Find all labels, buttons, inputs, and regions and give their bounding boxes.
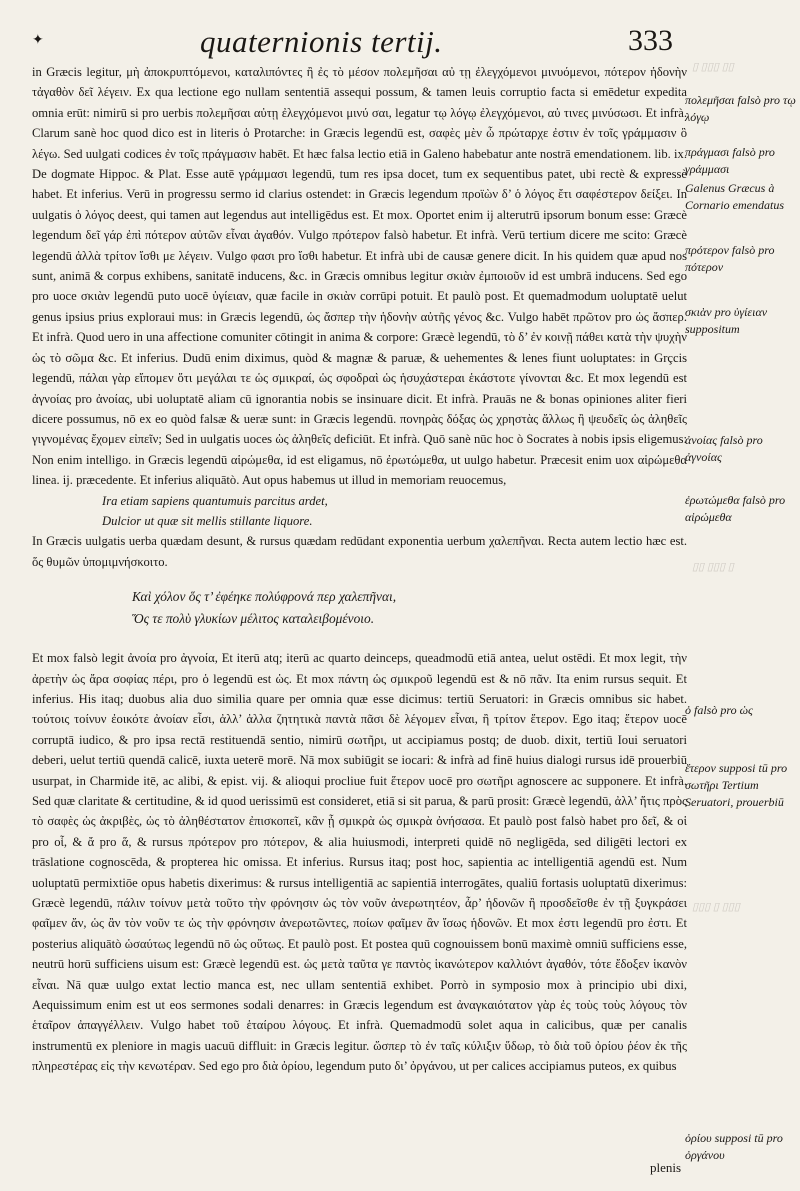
paragraph-3: Et mox falsò legit ἀνοία pro ἀγνοία, Et iterū atq; iterū ac quarto deinceps, queadmodū etiā antea, uelut ostēdi. Et mox legit, τὴν ἀρετὴν ὡς ἄρα σοφίας πέρι, pro ὁ legendū est ὡς. Et mox πάντη ὡς σμικροῦ legendū est & nō πᾶν. Ita enim rursus sequit. Et inferius. His itaq; duobus alia duo similia quare per omnia quæ esse dicimus: tertiū Seruatori: in Græcis omnibus sic habet. τούτοις τοίνυν ἐοικότε ἀνοίαν εἶσι, ἀλλ’ ἀλλα ζητητικὰ παντὰ πᾶσι δὲ λέγομεν εἶναι, ἢ τρίτον ἕτερον. Ego itaq; ἕτερον uocē corruptā iudico, & pro ipsa rectā restituendā sentio, nimirū σωτῆρι, ut accipiamus postq; de duob. dixit, tertiū Ioui seruatori deberi, uelut tertiū quendā calicē, iuxta ueterē morē. Nā mox subiūgit se iocari: & infrà ad finē huius dialogi rursus idē prouerbiū usurpat, in Charmide itē, ac alibi, & epist. vij. & alioqui procliue fuit ἕτερον uocē pro σωτῆρι agnoscere ac supponere. Et infrà. Sed quæ claritate & certitudine, & id quod uerissimū est consideret, etiā si sit parua, & parū prosit: Græcè legendū, ἀλλ’ ἥτις πρὸς τὸ σαφὲς ὡς ἀκριβὲς, ὡς τὸ ἀληθέστατον ἐπισκοπεῖ, κἂν ᾖ σμικρὰ ὡς σμικρὰ ὀνήσασα. Et paulò post falsò habet pro δεῖ, & οἱ pro οἷ, & ἄ pro ἅ, & rursus πρότερον pro πότερον, & alia huiusmodi, interpreti quidē nō negligēda, sed diligēti lectori ex trāslatione cognoscēda, & propterea hic omissa. Et inferius. Rursus itaq; post hoc, sapientia ac intelligentiā agendū est. Num uoluptatū permixtiōe opus habetis dixerimus: & rursus intelligentiā ac sapientiā interrogātes, qualiū fortasis uoluptatū dixerimus: Græcè legendū, πάλιν τοίνυν μετὰ τοῦτο τὴν φρόνησιν ὡς τὸν νοῦν ἀνερωτητέον, ἆρ’ ἡδονῶν ἢ προσδεῖσθε ἐν τῇ ξυγκράσει φαῖμεν ἄν, ὡς ἂν τὸν νοῦν τε ὡς τὴν φρόνησιν ἀνερωτῶντες, ποίων φαῖμεν ἂν ἴσως ἡδονῶν. Et mox ἐστι legendū pro ἐστι. Et posterius aliquātò ὡσαύτως legendū nō ὡς οὕτως. Et paulò post. Et postea quū cognouissem bonū maximè omniū sufficiens esse, neutrū horū sufficiens uisum est: Græcè legendū est. ὡς μετὰ ταῦτα γε παντὸς ἱκανώτερον καλλιόντ ἀγαθόν, τότε ἔδοξεν ἱκανὸν εἶναι. Nā quæ uulgo extat lectio manca est, nec ullam sententiā exhibet. Porrò in symposio mox à principio ubi dixi, Aequissimum enim est ut eos sermones sodali denarres: in Græcis legendum est ἀναγκαιότατον γὰρ ἐς τοὺς τοὺς λόγους τὸν ἑταῖρον ἀπαγγέλλειν. Vulgo habet τοῦ ἑταίρου λόγους. Et infrà. Quemadmodū solet aqua in calicibus, quæ per canalis instrumentū ex pleniore in magis uacuū diffluit: in Græcis legitur. ὥσπερ τὸ ἐν ταῖς κύλιξιν ὕδωρ, τὸ διὰ τοῦ ὀρίου ῥέον ἐκ τῆς πληρεστέρας εἰς τὴν κενωτέραν. Sed ego pro διὰ ὀρίου, legendum puto δι’ ὀργάνου, ut per calices accipiamus puteos, ex quibus [32,651,687,1074]
margin-note: ἕτερον supposi tū pro σωτῆρι Tertium Seruatori, prouerbiū [685,761,788,809]
show-through-blur: ▯ ▯▯▯ ▯▯ [692,61,734,73]
page-header [0,14,800,60]
main-text-column [32,62,687,1077]
running-title: quaternionis tertij. [200,24,443,59]
show-through-blur: ▯▯ ▯▯▯ ▯ [692,561,734,573]
margin-note: ἀνοίας falsò pro ἀγνοίας [685,433,763,464]
verse-line-2: Dulcior ut quæ sit mellis stillante liquore. [102,513,313,528]
margin-note: πράγμασι falsò pro γράμμασι [685,145,775,176]
verse-line-1: Ira etiam sapiens quantumuis parcitus ardet, [102,493,328,508]
page-number: 333 [628,24,673,57]
margin-note: ἐρωτώμεθα falsò pro αἱρώμεθα [685,493,786,524]
margin-note: πολεμῆσαι falsò pro τῳ λόγῳ [685,93,796,124]
margin-note: ὁ falsò pro ὡς [685,703,753,717]
margin-note: πρότερον falsò pro πότερον [685,243,775,274]
margin-note: σκιὰν pro ὑγίειαν suppositum [685,305,768,336]
greek-verse-line-1: Καὶ χόλον ὅς τ’ ἐφέηκε πολύφρονά περ χαλεπῆναι, [132,589,397,605]
greek-verse-block [32,586,687,630]
paragraph-1: in Græcis legitur, μὴ ἀποκρυπτόμενοι, καταλιπόντες ἢ ἐς τὸ μέσον πολεμῆσαι αὐ τῃ ἐλεγχόμενοι μινυόμενοι, πότερον ἡδονὴν τἀγαθὸν δεῖ λέγειν. Ex qua lectione ego nullam sententiā assequi possum, & tamen leuis corruptio facta si emēdetur expedita omnia erūt: nimirū si pro uerbis πολεμῆσαι αὐτῃ ἐλεγχόμενοι μινύ σαι, legatur τῳ λόγῳ ἐλεγχόμενοι, αὐ τινες μινύσωσι. Et infrà. Clarum sanè hoc quod dico est in literis ὁ Protarche: in Græcis legendū est, σαφὲς μὲν ὦ πρώταρχε ἐστιν ἐν τοῖς γράμμασιν ὃ λέγω. Sed uulgati codices ἐν τοῖς πράγμασιν habēt. Et hæc falsa lectio etiā in Galeno habebatur ante nostrā emendationem. lib. ix. De dogmate Hippoc. & Plat. Esse autē γράμμασι legendū, tum res ipsa docet, tum ex sequentibus patet, ubi rectè & expressè habet. Et inferius. Verū in progressu sermo id clarius ostendet: in Græcis legendum προϊὼν δ’ ὁ λόγος ἔτι σαφέστερον δείξει. In uulgatis ὁ λόγος deest, qui tamen aut legendus aut intelligēdus est. Et mox. Oportet enim ij alterutrū ipsorum bonum esse: Græcè legendum δεῖ γάρ ἐπὶ πότερον αὐτῶν εἶναι ἀγαθόν. Vulgo πρότερον falsò habetur. Et infrà. Verū tertium dicere me scito: Græcè legendū ἀλλὰ τρίτον ἴσθι με λέγειν. Vulgo φασι pro ἴσθι habetur. Et infrà ubi de causæ genere dicit. In his quidem quæ apud nos sunt, animā & corpus exhibens, sanitatē inducens, &c. in Græcis omnibus legitur σκιὰν ἐμποιοῦν id est umbrā inducens. Sed ego pro uoce σκιὰν legendū puto uocē ὑγίειαν, quæ facile in σκιὰν corrūpi potuit. Et paulò post. Et quemadmodum uoluptatē uelut genus ipsius prius exploraui mus: in Græcis legendū, ὡς ἄσπερ τὴν ἡδονὴν αὐτῆς γένος &c. Vulgo habēt πρῶτον pro ὡς ἄσπερ. Et infrà. Quod uero in una affectione comuniter cōtingit in anima & corpore: Græcè legendū, τὸ δ’ ἐν κοινῇ πάθει κατὰ τὴν ψυχὴν ὡς τὸ σῶμα &c. Et inferius. Dudū enim diximus, quòd & magnæ & paruæ, & uehementes & lenes fiunt uoluptates: in Grçcis legendū, πάλαι γὰρ εἴπομεν ὅτι μεγάλαι τε ὡς σμικραί, ὡς σφοδραὶ ὡς ἡσυχάστεραι ἑκάστοτε γίνονται &c. Et mox legendū est ἀγνοίας pro ἀνοίας, ubi uoluptatē aliam cū ignorantia nobis se insinuare dicit. Et infrà. Prauās ne & bonas opiniones aliter fieri dicere possumus, nō ex eo quòd falsæ & ueræ sunt: in Græcis legendū. πονηρὰς δόξας ὡς χρηστὰς ἄλλως ἢ ψευδεῖς ὡς ἀληθεῖς γιγνομένας ἔχομεν εἰπεῖν; Sed in uulgatis uoces ὡς ἀληθεῖς deficiūt. Et infrà. Quō sanè nūc hoc ò Socrates à nobis ipsis eligemus: Non enim intelligo. in Græcis legendū αἱρώμεθα, id est eligamus, nō ἐρωτώμεθα, ut uulgo habetur. Præcesit enim uox αἱρώμεθα linea. ij. præcedente. Et inferius aliquātò. Aut opus habemus ut illud in memoriam reuocemus, [32,65,687,488]
greek-verse-line-2: Ὅς τε πολὺ γλυκίων μέλιτος καταλειβομένοιο. [132,611,375,627]
margin-note: ὀρίου supposi tū pro ὀργάνου [685,1131,783,1162]
catchword: plenis [650,1160,682,1175]
paragraph-2: In Græcis uulgatis uerba quædam desunt, & rursus quædam redūdant exponentia uerbum χαλεπῆναι. Recta autem lectio hæc est. ὅς θυμῶν ὑπομιμνήσκοιτο. [32,534,687,569]
margin-note: Galenus Græcus à Cornario emendatus [685,181,784,212]
corner-mark: ✦ [32,32,44,48]
show-through-blur: ▯▯▯ ▯ ▯▯▯ [692,901,740,913]
